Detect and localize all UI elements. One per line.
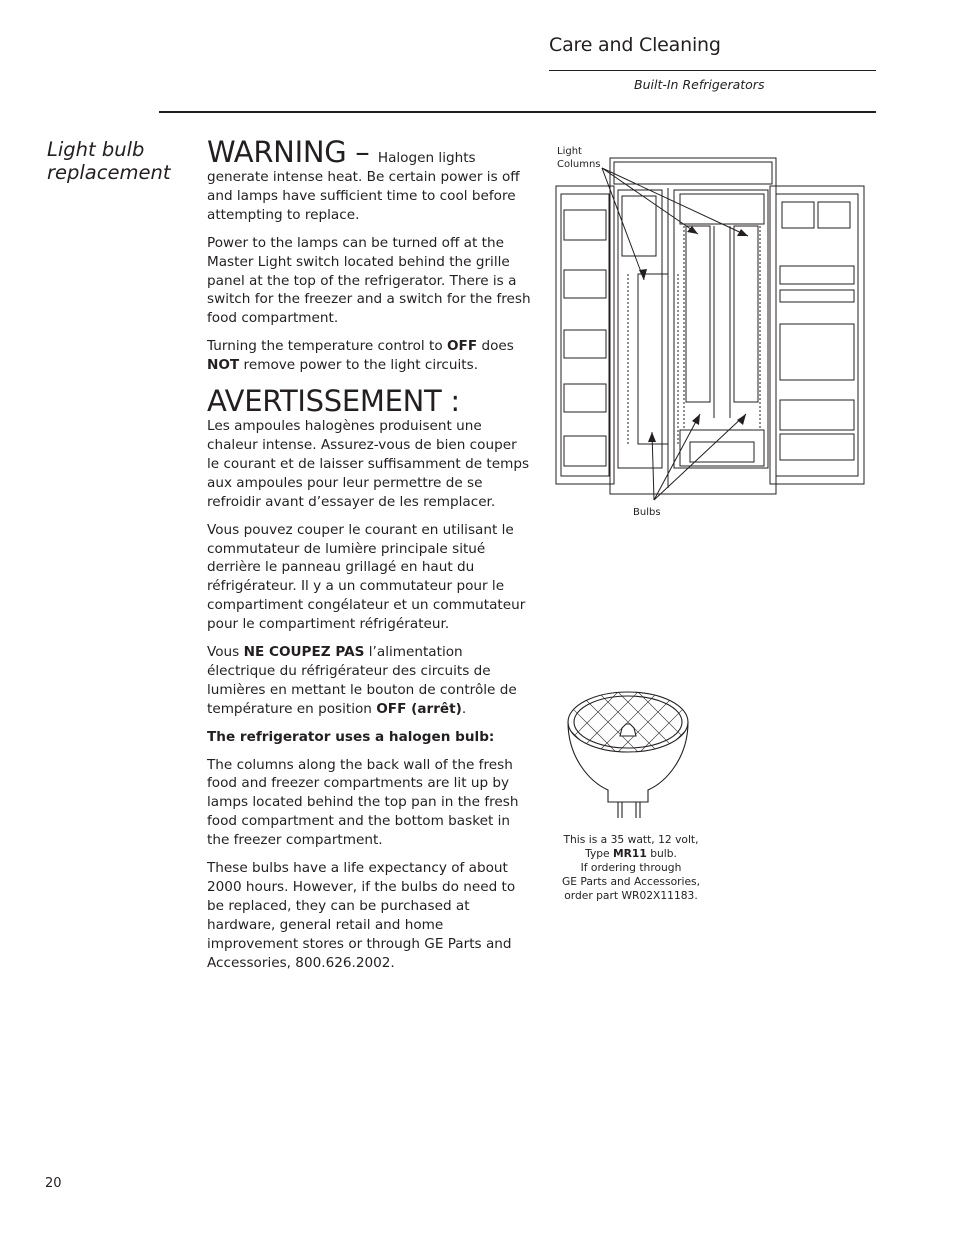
bulb-caption-line3: If ordering through	[580, 861, 682, 875]
bulbs-label: Bulbs	[633, 507, 661, 518]
light-columns-label-line1: Light	[557, 146, 582, 157]
halogen-paragraph-2: These bulbs have a life expectancy of about 2000 hours. However, if the bulbs do need to be replaced, they can be purchased at hardware, general retail and home improvement stores or through GE Parts and Accessories, 800.626.2002.	[207, 860, 516, 971]
bulb-caption-bulb: bulb.	[650, 847, 677, 861]
avertissement-p3-text-b: l’alimentation électrique du réfrigérateur des circuits de lumières en mettant le bouton de contrôle de température en position	[207, 644, 517, 717]
warning-not-bold: NOT	[207, 357, 240, 374]
warning-off-text-a: Turning the temperature control to	[207, 338, 443, 355]
halogen-heading	[207, 728, 532, 747]
side-heading: Light bulb replacement	[47, 138, 171, 184]
bulb-caption-line4: GE Parts and Accessories,	[561, 875, 701, 889]
light-columns-label-line2: Columns	[557, 159, 601, 170]
bulb-caption-line1: This is a 35 watt, 12 volt,	[563, 833, 699, 846]
warning-power-paragraph: Power to the lamps can be turned off at the Master Light switch located behind the grille panel at the top of the refrigerator. There is a switch for the freezer and a switch for the fresh food compartment.	[207, 234, 531, 327]
warning-off-paragraph	[207, 337, 532, 375]
header-divider	[549, 70, 876, 71]
warning-off-bold: OFF	[446, 338, 478, 355]
warning-paragraph	[207, 136, 532, 225]
warning-off-text-c: remove power to the light circuits.	[243, 357, 479, 374]
refrigerator-diagram	[550, 138, 870, 523]
section-title: Care and Cleaning	[549, 34, 721, 56]
avertissement-p3-bold: NE COUPEZ PAS	[243, 644, 365, 661]
bulb-caption-line2	[545, 847, 717, 861]
avertissement-p3-text-a: Vous	[207, 644, 240, 661]
warning-heading: WARNING –	[207, 135, 370, 169]
bulb-caption-model: MR11	[613, 847, 647, 861]
bulb-caption	[545, 833, 717, 903]
avertissement-p3-end: .	[461, 700, 467, 717]
halogen-heading-text: The refrigerator uses a halogen bulb:	[207, 728, 495, 745]
halogen-paragraph-1: The columns along the back wall of the fresh food and freezer compartments are lit up by lamps located behind the top pan in the fresh food compartment and the bottom basket in the freezer compartment.	[207, 756, 519, 849]
avertissement-paragraph-1: Les ampoules halogènes produisent une chaleur intense. Assurez-vous de bien couper le courant et de laisser suffisamment de temps aux ampoules pour leur permettre de se refroidir avant d’essayer de les remplacer.	[207, 418, 530, 510]
halogen-bulb-illustration	[560, 686, 700, 822]
section-subtitle: Built-In Refrigerators	[634, 77, 765, 92]
avertissement-paragraph-2: Vous pouvez couper le courant en utilisant le commutateur de lumière principale situé derrière le panneau grillagé en haut du réfrigérateur. Il y a un commutateur pour le compartiment congélateur et un commutateur pour le compartiment réfrigérateur.	[207, 521, 526, 633]
main-divider	[159, 111, 876, 113]
avertissement-paragraph-3	[207, 643, 532, 719]
warning-off-text-b: does	[481, 338, 514, 355]
avertissement-heading: AVERTISSEMENT :	[207, 384, 460, 419]
page-number: 20	[45, 1176, 62, 1191]
bulb-caption-line5: order part WR02X11183.	[564, 889, 698, 903]
bulb-caption-type: Type	[585, 847, 610, 861]
warning-intro: Halogen lights generate intense heat. Be certain power is off and lamps have sufficient time to cool before attempting to replace.	[207, 150, 520, 223]
avertissement-p3-off: OFF (arrêt)	[376, 700, 462, 717]
main-text-column	[207, 136, 532, 982]
